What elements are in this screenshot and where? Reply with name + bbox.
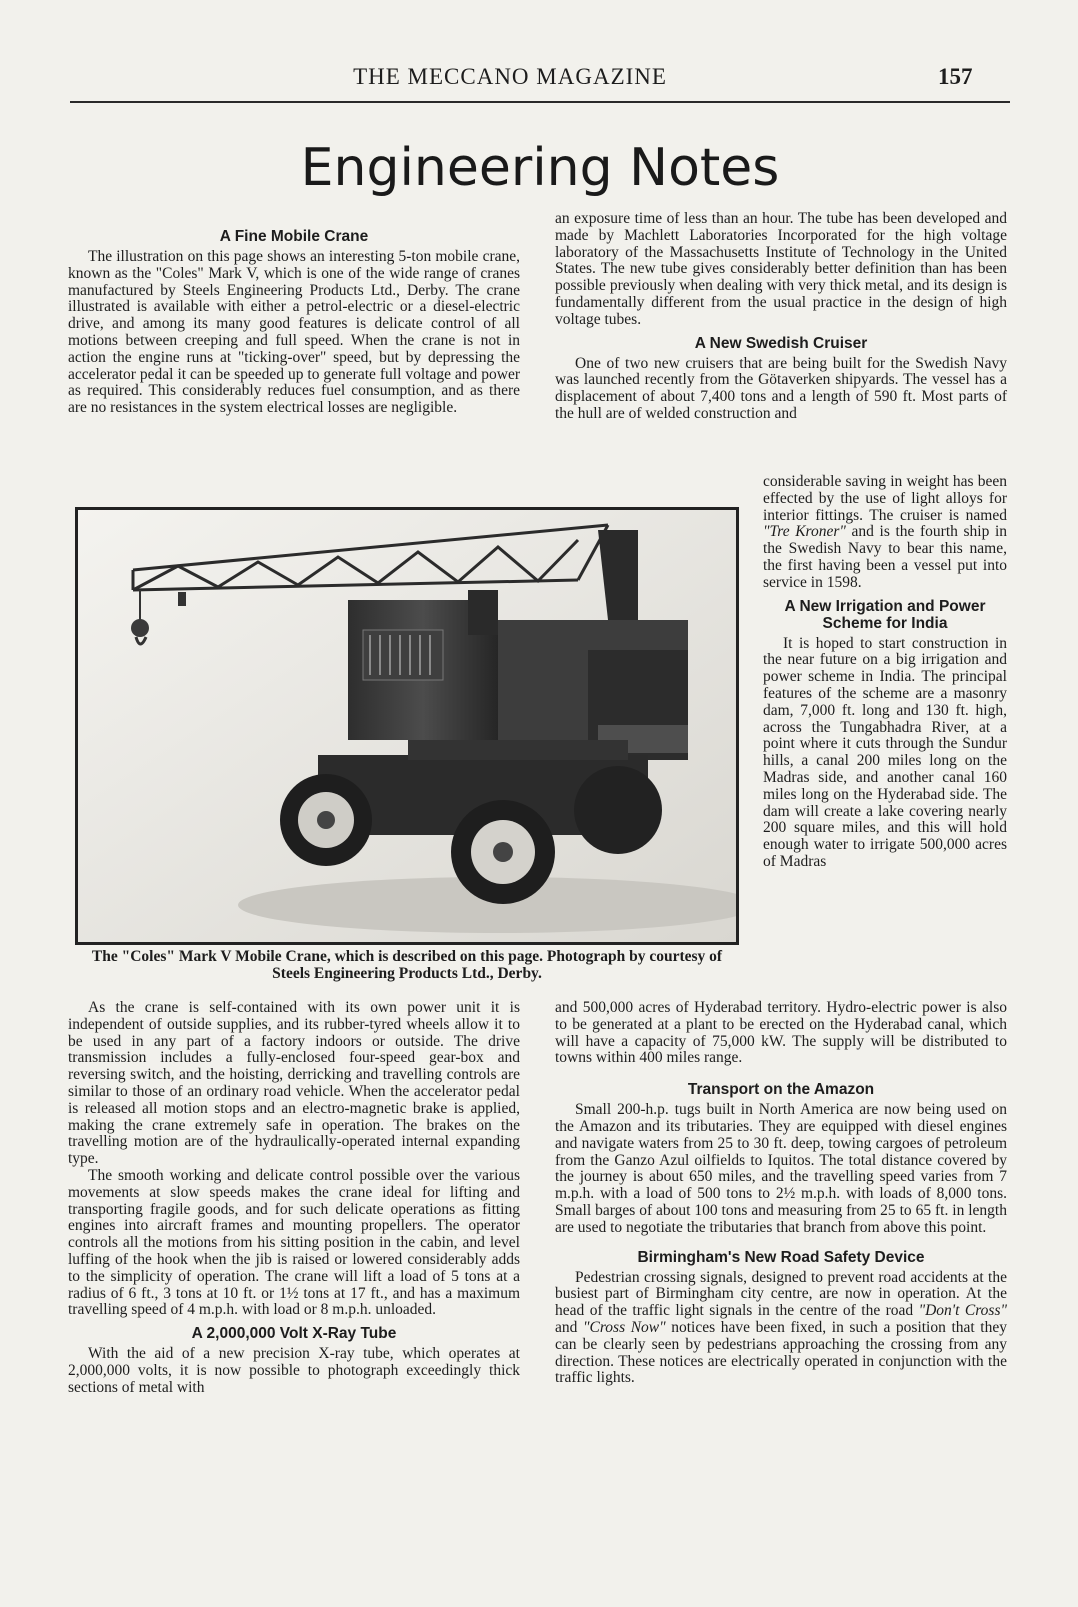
amazon-paragraph-1: Small 200-h.p. tugs built in North America are now being used on the Amazon and its tributaries. They are equipped with diesel engines and navigate waters from 25 to 30 ft. deep, towing cargoes of petroleum from the Ganzo Azul oilfields to Iquitos. The total distance covered by the journey is about 650 miles, and the travelling speed varies from 7 m.p.h. with a load of 500 tons to 2½ m.p.h. with loads of 8,000 tons. Small barges of about 100 tons and measuring from 25 to 65 ft. in length are used to negotiate the tributaries that branch from above this point. (555, 1101, 1007, 1236)
page-title: Engineering Notes (300, 138, 780, 198)
safety-heading: Birmingham's New Road Safety Device (637, 1248, 925, 1266)
cruiser-heading: A New Swedish Cruiser (694, 334, 868, 352)
page-number: 157 (938, 64, 973, 89)
xray-heading: A 2,000,000 Volt X-Ray Tube (191, 1325, 397, 1343)
safety-paragraph-1 (555, 1270, 1007, 1388)
cruiser-cont-a: considerable saving in weight has been effected by the use of light alloys for interior fittings. The cruiser is named (763, 473, 1007, 524)
right-column-bottom (555, 1000, 1007, 1387)
crane-photograph (75, 507, 739, 945)
cruiser-cont-b: and is the fourth ship in the Swedish Navy to bear this name, the first having been a vessel put into service in 1598. (763, 523, 1007, 591)
left-column-bottom (68, 1000, 520, 1397)
crane-paragraph-2: As the crane is self-contained with its own power unit it is independent of outside supplies, and its rubber-tyred wheels allow it to be used in any part of a factory indoors or outside. The drive transmission includes a fully-enclosed four-speed gear-box and reversing switch, and the hoisting, derricking and travelling controls are similar to those of an ordinary road vehicle. When the accelerator pedal is released all motion stops and an electro-magnetic brake is applied, making the crane extremely safe in operation. The brakes on the travelling motion are of the hydraulically-operated internal expanding type. (68, 999, 520, 1168)
irrigation-heading: A New Irrigation and Power Scheme for India (784, 597, 986, 632)
irrigation-paragraph-continued: and 500,000 acres of Hyderabad territory. Hydro-electric power is also to be generated at a plant to be erected on the Hyderabad canal, which will have a capacity of 75,000 kW. The supply will be distributed to towns within 400 miles range. (555, 999, 1007, 1067)
crane-heading: A Fine Mobile Crane (219, 228, 369, 245)
right-column-top (555, 211, 1007, 423)
safety-and: and (555, 1318, 583, 1336)
photo-caption: The "Coles" Mark V Mobile Crane, which is described on this page. Photograph by courtesy of Steels Engineering Products Ltd., Derby. (91, 948, 723, 982)
crane-paragraph-1: The illustration on this page shows an interesting 5-ton mobile crane, known as the "Coles" Mark V, which is one of the wide range of cranes manufactured by Steels Engineering Products Ltd., Derby. The crane illustrated is available with either a petrol-electric or a diesel-electric drive, and among its many good features is delicate control of all motions between creeping and full speed. When the crane is not in action the engine runs at "ticking-over" speed, but by depressing the accelerator pedal it can be speeded up to generate full voltage and power as required. This considerably reduces fuel consumption, and as there are no resistances in the system electrical losses are negligible. (68, 248, 520, 417)
amazon-heading: Transport on the Amazon (687, 1081, 875, 1099)
irrigation-paragraph-1: It is hoped to start construction in the near future on a big irrigation and power scheme in India. The principal features of the scheme are a masonry dam, 7,000 ft. long and 130 ft. high, across the Tungabhadra River, at a point where it cuts through the Sundur hills, a canal 200 miles long on the Madras side, and another canal 160 miles long on the Hyderabad side. The dam will create a lake covering nearly 200 square miles, and this will hold enough water to irrigate 500,000 acres of Madras (763, 634, 1007, 870)
ship-name: "Tre Kroner" (763, 523, 846, 541)
header-rule (70, 101, 1010, 103)
xray-paragraph-1: With the aid of a new precision X-ray tube, which operates at 2,000,000 volts, it is now possible to photograph exceedingly thick sections of metal with (68, 1345, 520, 1396)
safety-text-a: Pedestrian crossing signals, designed to prevent road accidents at the busiest part of Birmingham city centre, are now in operation. At the head of the traffic light signals in the centre of the road (555, 1268, 1007, 1320)
sign-dont-cross: "Don't Cross" (918, 1302, 1007, 1320)
crane-article-top (68, 222, 520, 417)
cruiser-paragraph-1: One of two new cruisers that are being built for the Swedish Navy was launched recently from the Götaverken shipyards. The vessel has a displacement of about 7,400 tons and a length of 590 ft. Most parts of the hull are of welded construction and (555, 354, 1007, 422)
narrow-column (763, 474, 1007, 871)
crane-paragraph-3: The smooth working and delicate control possible over the various movements at slow speeds makes the crane ideal for lifting and transporting fragile goods, and for such delicate operations as fitting engines into aircraft frames and mounting propellers. The operator controls all the motions from his sitting position in the cabin, and level luffing of the hook when the jib is raised or lowered considerably adds to the simplicity of operation. The crane will lift a load of 5 tons at a radius of 6 ft., 3 tons at 10 ft. or 1½ tons at 17 ft., and has a maximum travelling speed of 4 m.p.h. with load or 8 m.p.h. unloaded. (68, 1166, 520, 1319)
crane-illustration (78, 510, 736, 942)
sign-cross-now: "Cross Now" (582, 1318, 666, 1336)
magazine-title: THE MECCANO MAGAZINE (353, 64, 667, 89)
safety-text-b: notices have been fixed, in such a position that they can be clearly seen by pedestrians approaching the crossing from any direction. These notices are electrically operated in conjunction with the traffic lights. (555, 1318, 1007, 1387)
cruiser-paragraph-continued (763, 474, 1007, 592)
xray-paragraph-2: an exposure time of less than an hour. The tube has been developed and made by Machlett Laboratories Incorporated for the high voltage laboratory of the Massachusetts Institute of Technology in the United States. The new tube gives considerably better definition than has been possible previously when dealing with very thick metal, and its design is fundamentally different from the usual practice in the design of high voltage tubes. (555, 210, 1007, 328)
